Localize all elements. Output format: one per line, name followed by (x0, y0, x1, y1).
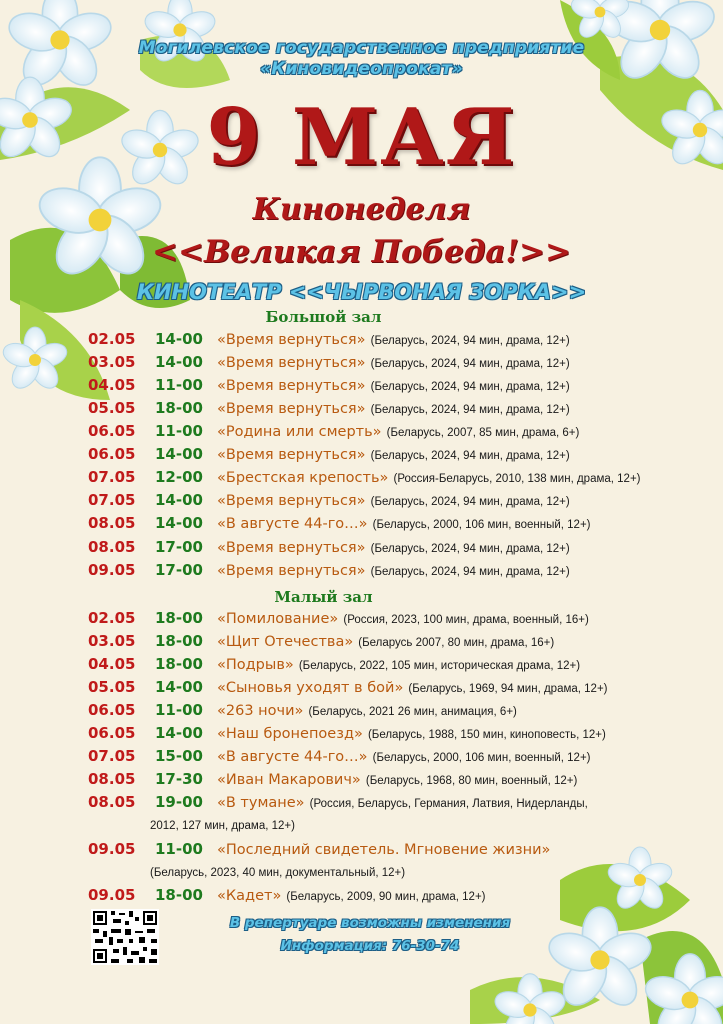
session-info: (Россия-Беларусь, 2010, 138 мин, драма, 12+) (393, 473, 641, 485)
session-time: 11-00 (155, 422, 203, 440)
session-date: 06.05 (88, 701, 136, 719)
session-info: (Беларусь, 2024, 94 мин, драма, 12+) (370, 543, 570, 555)
session-film: «Щит Отечества» (217, 634, 354, 650)
cinema-name: КИНОТЕАТР <<ЧЫРВОНАЯ ЗОРКА>> (136, 280, 587, 304)
session-film: «Последний свидетель. Мгновение жизни» (217, 842, 551, 858)
session-info: (Беларусь, 2000, 106 мин, военный, 12+) (372, 519, 591, 531)
session-time: 11-00 (155, 376, 203, 394)
session-date: 05.05 (88, 399, 136, 417)
session-info: (Беларусь, 2024, 94 мин, драма, 12+) (370, 566, 570, 578)
organization-line-2: «Киновидеопрокат» (260, 59, 463, 79)
session-date: 08.05 (88, 538, 136, 556)
session-time: 14-00 (155, 353, 203, 371)
session-film: «Брестская крепость» (217, 470, 389, 486)
session-info: (Беларусь, 2024, 94 мин, драма, 12+) (370, 450, 570, 462)
session-time: 18-00 (155, 609, 203, 627)
session-time: 18-00 (155, 399, 203, 417)
session-film: «Подрыв» (217, 657, 294, 673)
session-info: (Беларусь, 1969, 94 мин, драма, 12+) (408, 683, 608, 695)
session-film: «Помилование» (217, 611, 339, 627)
session-time: 15-00 (155, 747, 203, 765)
session-film: «Время вернуться» (217, 540, 366, 556)
session-date: 05.05 (88, 678, 136, 696)
session-date: 06.05 (88, 445, 136, 463)
session-info: (Беларусь, 2000, 106 мин, военный, 12+) (372, 752, 591, 764)
session-film: «В тумане» (217, 795, 305, 811)
session-time: 14-00 (155, 514, 203, 532)
session-film: «Родина или смерть» (217, 424, 382, 440)
session-time: 18-00 (155, 632, 203, 650)
session-info: (Россия, Беларусь, Германия, Латвия, Нидерланды, (309, 798, 588, 810)
qr-code-icon[interactable] (91, 909, 159, 965)
session-film: «Иван Макарович» (217, 772, 361, 788)
session-info: (Беларусь, 2024, 94 мин, драма, 12+) (370, 381, 570, 393)
session-time: 19-00 (155, 793, 203, 811)
session-info: (Беларусь, 2024, 94 мин, драма, 12+) (370, 496, 570, 508)
session-date: 08.05 (88, 514, 136, 532)
session-date: 07.05 (88, 468, 136, 486)
session-film: «Кадет» (217, 888, 282, 904)
organization-line-1: Могилевское государственное предприятие (138, 38, 585, 58)
session-time: 14-00 (155, 445, 203, 463)
session-date: 07.05 (88, 491, 136, 509)
session-film: «Время вернуться» (217, 401, 366, 417)
session-time: 18-00 (155, 886, 203, 904)
event-date: 9 МАЯ (206, 92, 517, 183)
session-date: 09.05 (88, 561, 136, 579)
session-info: (Беларусь, 1988, 150 мин, киноповесть, 12+) (367, 729, 606, 741)
session-time: 11-00 (155, 701, 203, 719)
session-film: «Время вернуться» (217, 355, 366, 371)
session-film: «Время вернуться» (217, 378, 366, 394)
session-info-continuation: 2012, 127 мин, драма, 12+) (150, 820, 295, 832)
session-film: «Время вернуться» (217, 493, 366, 509)
session-time: 14-00 (155, 678, 203, 696)
session-info: (Россия, 2023, 100 мин, драма, военный, 16+) (343, 614, 589, 626)
session-date: 03.05 (88, 353, 136, 371)
session-info: (Беларусь, 2022, 105 мин, историческая драма, 12+) (298, 660, 581, 672)
event-name: <<Великая Победа!>> (152, 234, 571, 270)
repertoire-note: В репертуаре возможны изменения (229, 915, 511, 931)
session-info: (Беларусь, 2007, 85 мин, драма, 6+) (386, 427, 580, 439)
session-info-continuation: (Беларусь, 2023, 40 мин, документальный, 12+) (150, 867, 406, 879)
session-film: «В августе 44-го…» (217, 516, 368, 532)
session-date: 07.05 (88, 747, 136, 765)
session-time: 17-30 (155, 770, 203, 788)
session-film: «Сыновья уходят в бой» (217, 680, 404, 696)
session-date: 03.05 (88, 632, 136, 650)
session-time: 14-00 (155, 491, 203, 509)
session-info: (Беларусь, 2024, 94 мин, драма, 12+) (370, 335, 570, 347)
session-date: 09.05 (88, 886, 136, 904)
big-hall-title: Большой зал (265, 308, 382, 326)
session-info: (Беларусь, 2024, 94 мин, драма, 12+) (370, 358, 570, 370)
session-date: 09.05 (88, 840, 136, 858)
session-film: «Время вернуться» (217, 563, 366, 579)
session-time: 17-00 (155, 561, 203, 579)
session-film: «263 ночи» (217, 703, 304, 719)
session-date: 02.05 (88, 609, 136, 627)
session-info: (Беларусь, 2009, 90 мин, драма, 12+) (286, 891, 486, 903)
phone-info: Информация: 76-30-74 (280, 938, 460, 954)
small-hall-title: Малый зал (274, 588, 373, 606)
session-time: 17-00 (155, 538, 203, 556)
session-time: 11-00 (155, 840, 203, 858)
session-date: 08.05 (88, 793, 136, 811)
session-time: 12-00 (155, 468, 203, 486)
session-time: 18-00 (155, 655, 203, 673)
event-subtitle: Кинонеделя (252, 192, 471, 227)
session-info: (Беларусь, 2021 26 мин, анимация, 6+) (308, 706, 517, 718)
session-date: 06.05 (88, 422, 136, 440)
session-date: 08.05 (88, 770, 136, 788)
session-time: 14-00 (155, 724, 203, 742)
session-info: (Беларусь 2007, 80 мин, драма, 16+) (358, 637, 555, 649)
session-date: 02.05 (88, 330, 136, 348)
session-date: 04.05 (88, 376, 136, 394)
session-info: (Беларусь, 1968, 80 мин, военный, 12+) (365, 775, 578, 787)
session-film: «Время вернуться» (217, 447, 366, 463)
session-film: «В августе 44-го…» (217, 749, 368, 765)
session-time: 14-00 (155, 330, 203, 348)
session-date: 06.05 (88, 724, 136, 742)
session-date: 04.05 (88, 655, 136, 673)
session-info: (Беларусь, 2024, 94 мин, драма, 12+) (370, 404, 570, 416)
session-film: «Время вернуться» (217, 332, 366, 348)
session-film: «Наш бронепоезд» (217, 726, 363, 742)
